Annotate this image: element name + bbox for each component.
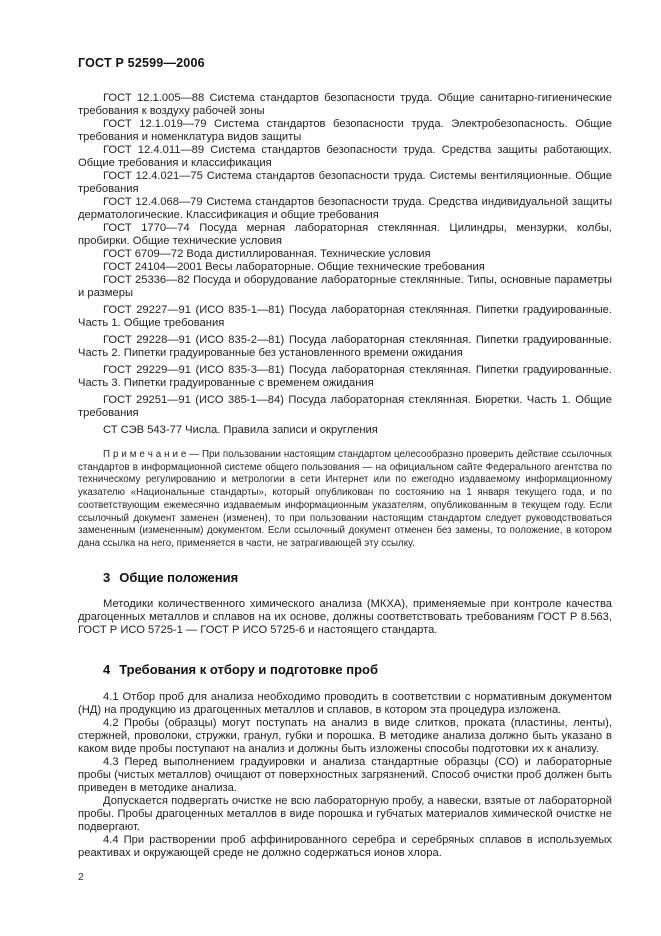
- section-4-paragraph: 4.4 При растворении проб аффинированного серебра и серебряных сплавов в используемых реактивах и окружающей среде не должно содержаться ионов хлора.: [78, 833, 612, 859]
- section-3-paragraph: Методики количественного химического анализа (МКХА), применяемые при контроле качества драгоценных металлов и сплавов на их основе, должны соответствовать требованиям ГОСТ Р 8.563, ГОСТ Р ИСО 5725-1 — ГОСТ Р ИСО 5725-6 и настоящего стандарта.: [78, 597, 612, 636]
- reference-item: ГОСТ 1770—74 Посуда мерная лабораторная стеклянная. Цилиндры, мензурки, колбы, пробирки. Общие технические условия: [78, 222, 612, 247]
- section-4-paragraph: 4.3 Перед выполнением градуировки и анализа стандартные образцы (СО) и лабораторные пробы (чистых металлов) очищают от поверхностных загрязнений. Способ очистки проб должен быть приведен в методике анализа.: [78, 755, 612, 794]
- section-3-heading: [78, 570, 612, 586]
- section-4-heading: [78, 662, 612, 678]
- section-3-number: 3: [103, 569, 111, 585]
- reference-item: СТ СЭВ 543-77 Числа. Правила записи и округления: [103, 424, 378, 436]
- section-4-title: Требования к отбору и подготовке проб: [119, 661, 379, 677]
- section-4-paragraph: Допускается подвергать очистке не всю лабораторную пробу, а навески, взятые от лабораторной пробы. Пробы драгоценных металлов в виде порошка и губчатых материалов химической очистке не подвергают.: [78, 794, 612, 833]
- reference-item: ГОСТ 25336—82 Посуда и оборудование лабораторные стеклянные. Типы, основные параметры и размеры: [78, 274, 612, 299]
- reference-item: ГОСТ 12.4.068—79 Система стандартов безопасности труда. Средства индивидуальной защиты дерматологические. Классификация и общие требования: [78, 196, 612, 221]
- standard-number-header: ГОСТ Р 52599—2006: [78, 56, 205, 70]
- reference-item: ГОСТ 29229—91 (ИСО 835-3—81) Посуда лабораторная стеклянная. Пипетки градуированные. Часть 3. Пипетки градуированные с временем ожидания: [78, 364, 612, 389]
- section-4-paragraph: 4.1 Отбор проб для анализа необходимо проводить в соответствии с нормативным документом (НД) на продукцию из драгоценных металлов и сплавов, в котором эта процедура изложена.: [78, 690, 612, 716]
- page-number: 2: [78, 870, 84, 883]
- reference-item: ГОСТ 29227—91 (ИСО 835-1—81) Посуда лабораторная стеклянная. Пипетки градуированные. Часть 1. Общие требования: [78, 304, 612, 329]
- reference-item: ГОСТ 29228—91 (ИСО 835-2—81) Посуда лабораторная стеклянная. Пипетки градуированные. Часть 2. Пипетки градуированные без установленного времени ожидания: [78, 334, 612, 359]
- reference-item: ГОСТ 12.4.021—75 Система стандартов безопасности труда. Системы вентиляционные. Общие требования: [78, 170, 612, 195]
- reference-item: ГОСТ 6709—72 Вода дистиллированная. Технические условия: [103, 248, 431, 260]
- reference-item: ГОСТ 29251—91 (ИСО 385-1—84) Посуда лабораторная стеклянная. Бюретки. Часть 1. Общие требования: [78, 394, 612, 419]
- reference-item: ГОСТ 12.1.005—88 Система стандартов безопасности труда. Общие санитарно-гигиенические требования к воздуху рабочей зоны: [78, 92, 612, 117]
- references-list: [78, 92, 612, 437]
- note-paragraph: П р и м е ч а н и е — При пользовании настоящим стандартом целесообразно проверить действие ссылочных стандартов в информационной системе общего пользования — на официальном сайте Федерального агентства по техническому регулированию и метрологии в сети Интернет или по ежегодно издаваемому информационному указателю «Национальные стандарты», который опубликован по состоянию на 1 января текущего года, и по соответствующим ежемесячно издаваемым информационным указателям, опубликованным в текущем году. Если ссылочный документ заменен (изменен), то при пользовании настоящим стандартом следует руководствоваться замененным (измененным) документом. Если ссылочный документ отменен без замены, то положение, в котором дана ссылка на него, применяется в части, не затрагивающей эту ссылку.: [78, 449, 612, 549]
- section-3-title: Общие положения: [119, 569, 239, 585]
- reference-item: ГОСТ 12.1.019—79 Система стандартов безопасности труда. Электробезопасность. Общие требования и номенклатура видов защиты: [78, 118, 612, 143]
- reference-item: ГОСТ 24104—2001 Весы лабораторные. Общие технические требования: [103, 261, 485, 273]
- reference-item: ГОСТ 12.4.011—89 Система стандартов безопасности труда. Средства защиты работающих. Общие требования и классификация: [78, 144, 612, 169]
- section-4-number: 4: [103, 661, 111, 677]
- section-4-paragraph: 4.2 Пробы (образцы) могут поступать на анализ в виде слитков, проката (пластины, ленты), стержней, проволоки, стружки, гранул, губки и порошка. В методике анализа должно быть указано в каком виде пробы поступают на анализ и должны быть изложены способы подготовки их к анализу.: [78, 716, 612, 755]
